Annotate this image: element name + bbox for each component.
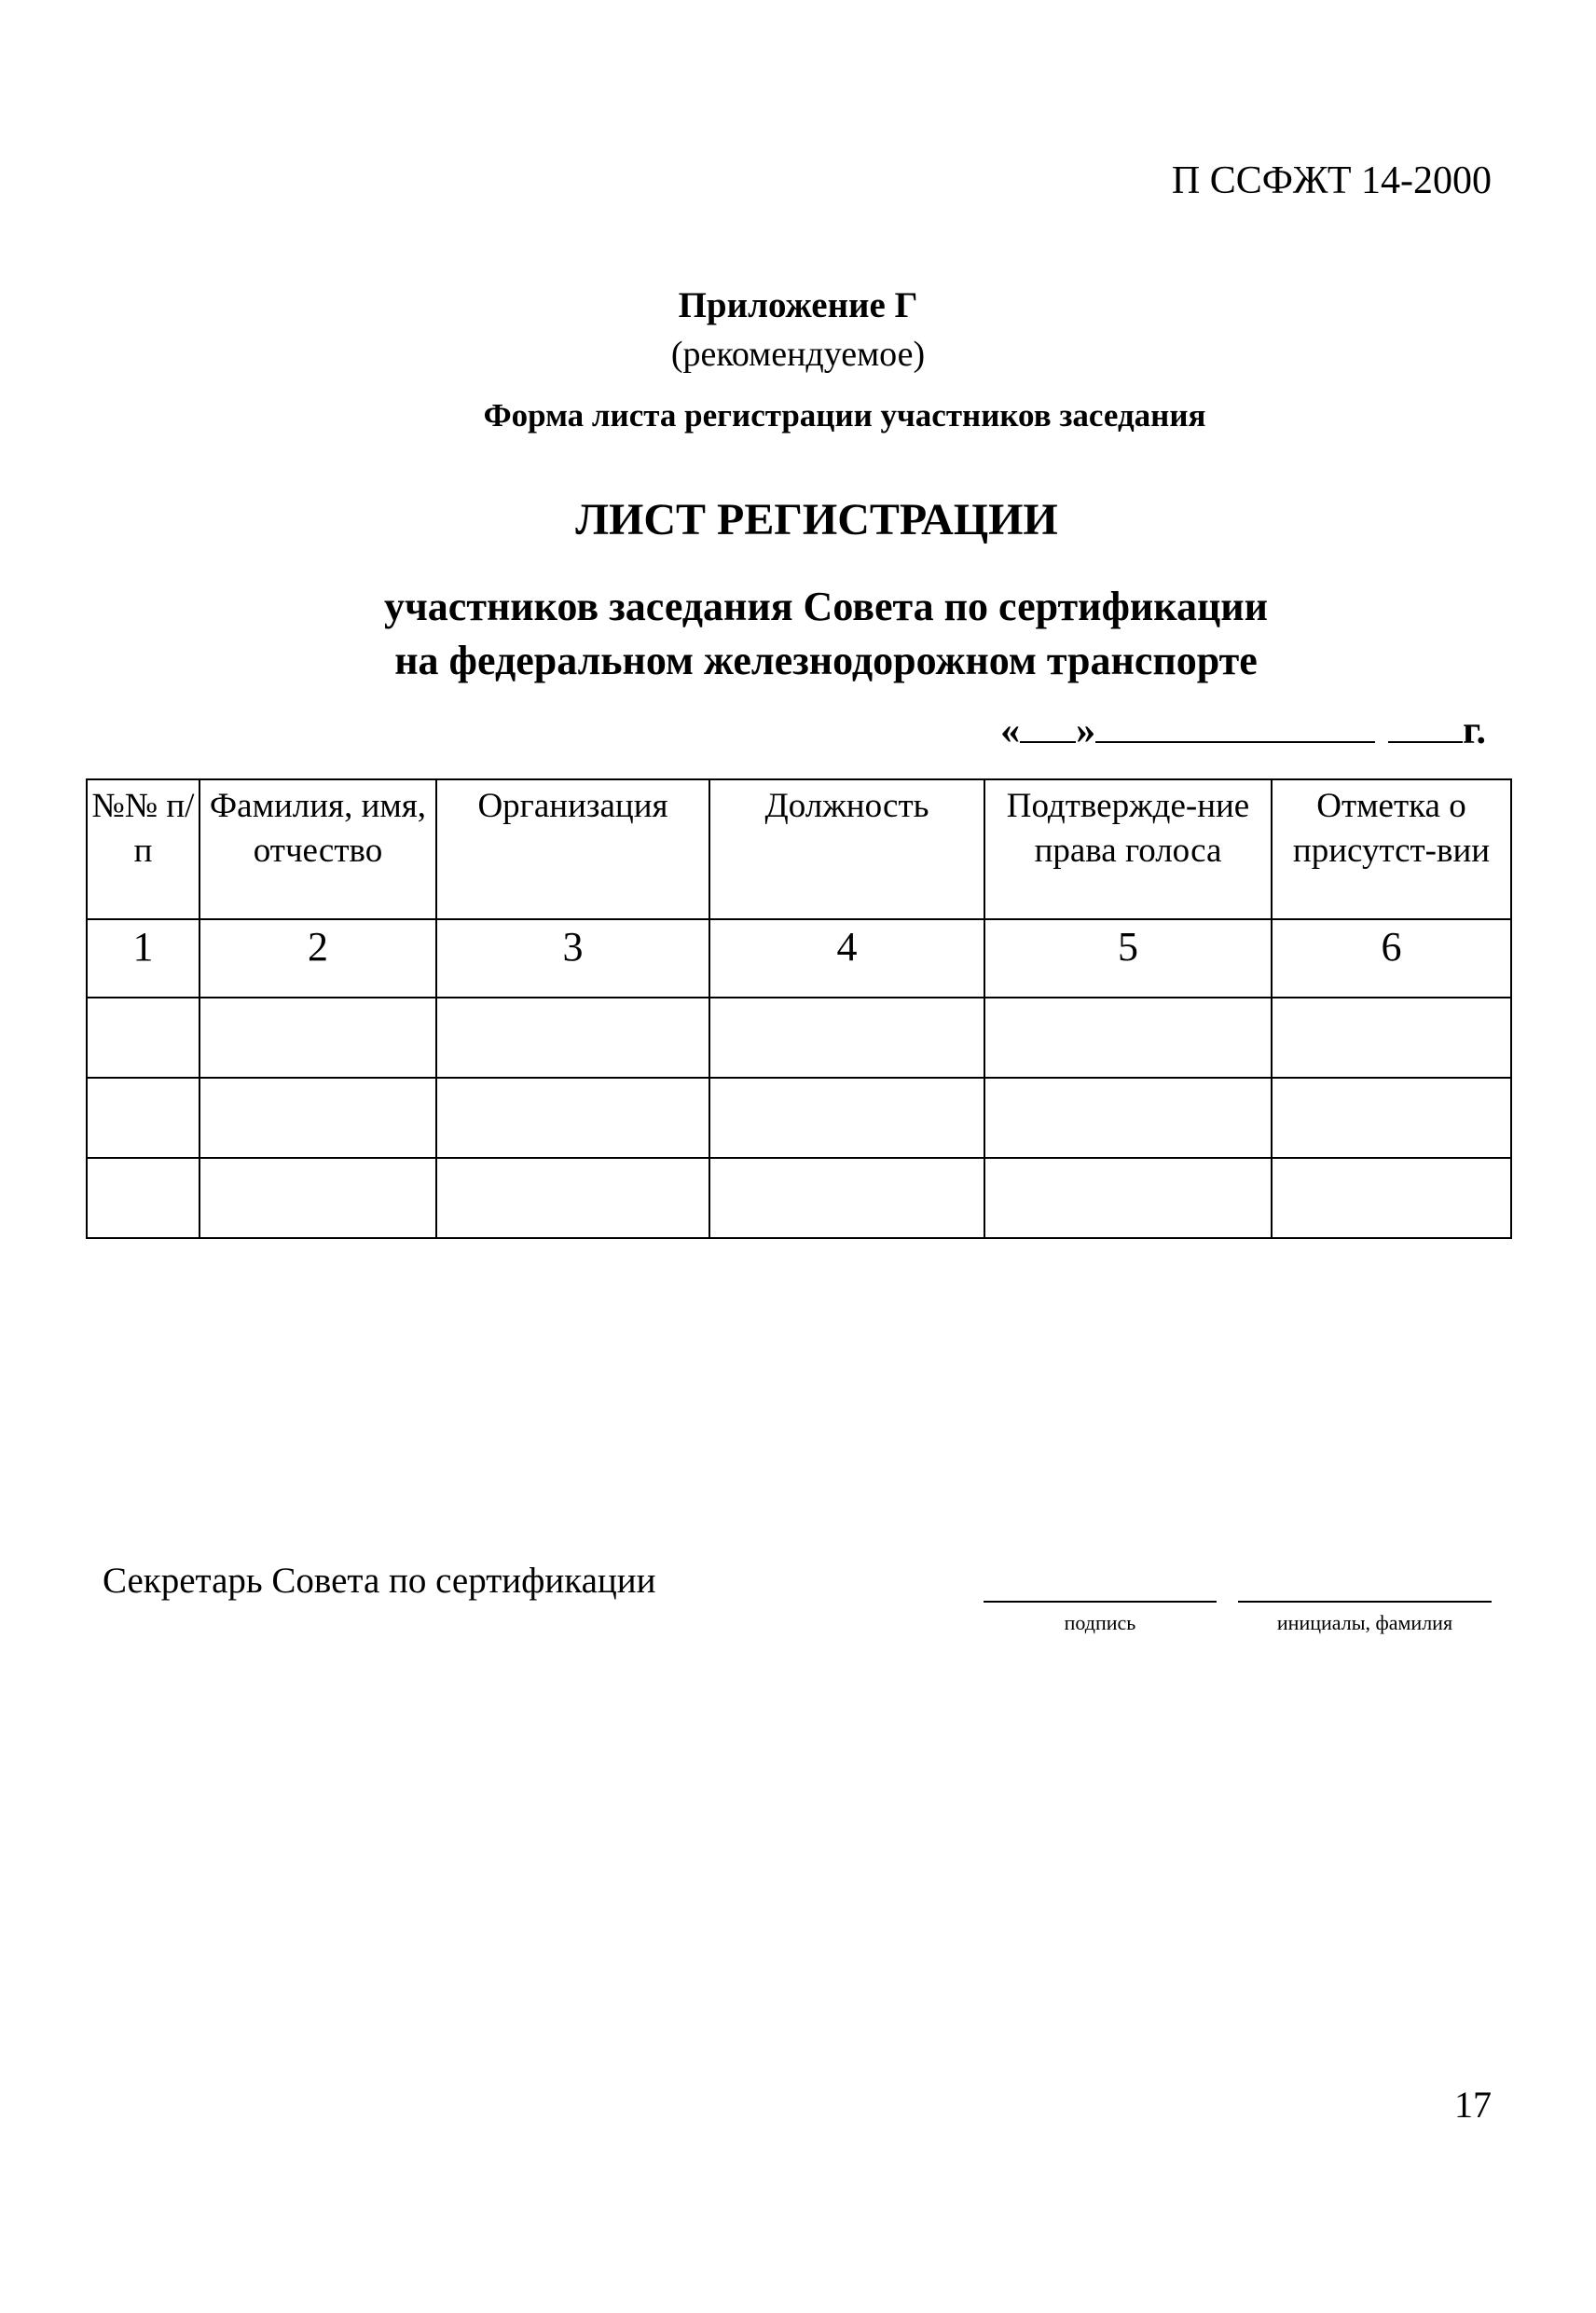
date-open-quote: « <box>1000 709 1021 752</box>
appendix-title: Приложение Г <box>678 285 918 325</box>
name-caption: инициалы, фамилия <box>1276 1611 1453 1634</box>
table-cell[interactable] <box>200 1158 436 1238</box>
table-header-row <box>87 779 1511 919</box>
signature-caption: подпись <box>1064 1611 1136 1634</box>
table-cell[interactable] <box>87 1078 200 1158</box>
column-header-full-name: Фамилия, имя, отчество <box>200 779 436 919</box>
table-cell[interactable] <box>984 998 1272 1078</box>
table-row <box>87 1158 1511 1238</box>
table-cell[interactable] <box>200 1078 436 1158</box>
table-cell[interactable] <box>436 998 709 1078</box>
subtitle-line-2: на федеральном железнодорожном транспорте <box>394 638 1258 683</box>
column-header-voting-right: Подтвержде-ние права голоса <box>984 779 1272 919</box>
column-number: 6 <box>1272 919 1511 998</box>
table-cell[interactable] <box>436 1158 709 1238</box>
name-line[interactable] <box>1238 1601 1492 1603</box>
table-cell[interactable] <box>1272 998 1511 1078</box>
appendix-note: (рекомендуемое) <box>670 335 926 374</box>
secretary-label: Секретарь Совета по сертификации <box>103 1561 656 1601</box>
table-cell[interactable] <box>709 998 984 1078</box>
year-blank[interactable] <box>1388 713 1463 743</box>
year-suffix: г. <box>1463 709 1486 752</box>
day-blank[interactable] <box>1020 713 1076 743</box>
table-cell[interactable] <box>984 1158 1272 1238</box>
column-number: 5 <box>984 919 1272 998</box>
subtitle-line-1: участников заседания Совета по сертификации <box>383 584 1269 629</box>
signature-line[interactable] <box>984 1601 1217 1603</box>
table-cell[interactable] <box>1272 1158 1511 1238</box>
column-header-organization: Организация <box>436 779 709 919</box>
document-code: П ССФЖТ 14-2000 <box>1171 159 1492 202</box>
date-close-quote: » <box>1076 709 1096 752</box>
table-cell[interactable] <box>984 1078 1272 1158</box>
column-number: 1 <box>87 919 200 998</box>
table-cell[interactable] <box>709 1078 984 1158</box>
table-row <box>87 998 1511 1078</box>
column-number: 3 <box>436 919 709 998</box>
column-header-number: №№ п/п <box>87 779 200 919</box>
column-number: 4 <box>709 919 984 998</box>
month-blank[interactable] <box>1095 713 1375 743</box>
registration-table <box>86 778 1512 1239</box>
column-header-attendance: Отметка о присутст-вии <box>1272 779 1511 919</box>
column-header-position: Должность <box>709 779 984 919</box>
column-number: 2 <box>200 919 436 998</box>
date-line <box>1000 709 1486 753</box>
sheet-subtitle <box>28 580 1596 688</box>
table-cell[interactable] <box>200 998 436 1078</box>
table-cell[interactable] <box>436 1078 709 1158</box>
sheet-title: ЛИСТ РЕГИСТРАЦИИ <box>575 495 1058 544</box>
table-cell[interactable] <box>1272 1078 1511 1158</box>
table-row <box>87 1078 1511 1158</box>
form-title: Форма листа регистрации участников заседания <box>483 397 1206 434</box>
table-cell[interactable] <box>709 1158 984 1238</box>
table-cell[interactable] <box>87 998 200 1078</box>
column-number-row <box>87 919 1511 998</box>
page-number: 17 <box>1454 2084 1492 2126</box>
table-cell[interactable] <box>87 1158 200 1238</box>
